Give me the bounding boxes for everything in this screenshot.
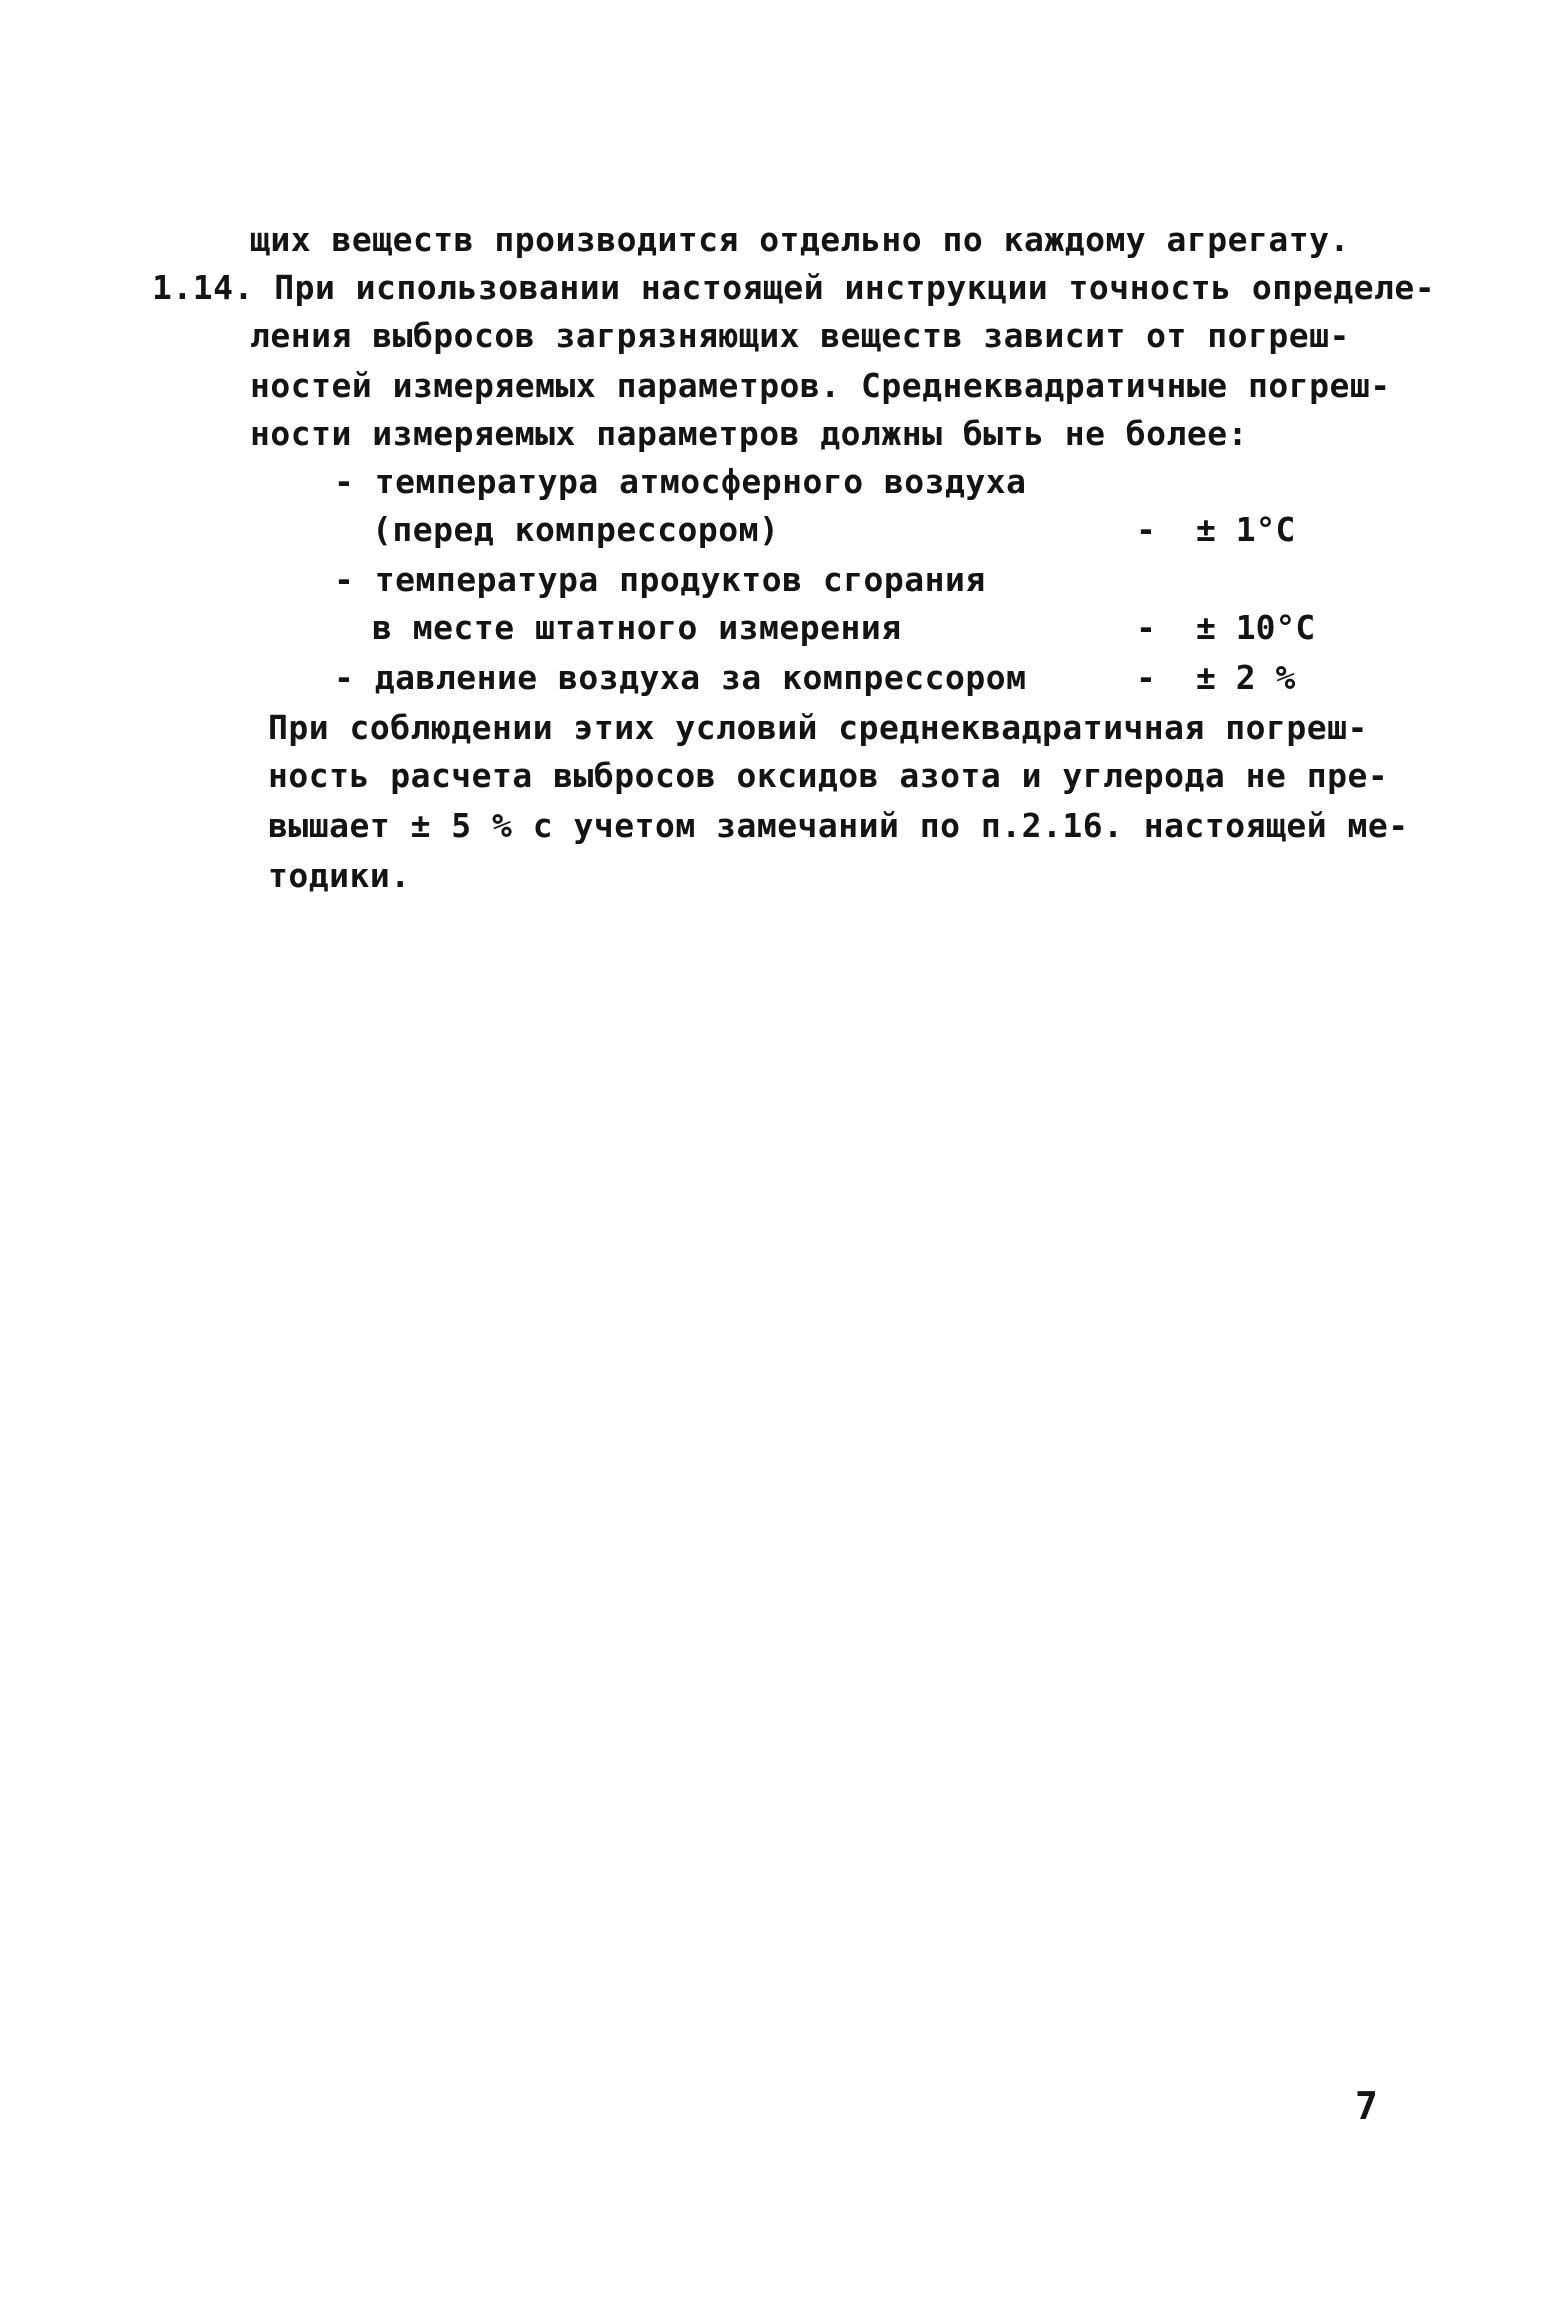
list-item-air-temp: - температура атмосферного воздуха — [334, 462, 1027, 501]
text-line-11: При соблюдении этих условий среднеквадратичная погреш- — [268, 708, 1368, 747]
dash-pressure: - — [1136, 658, 1156, 697]
text-line-14: тодики. — [268, 856, 411, 895]
text-line-12: ность расчета выбросов оксидов азота и углерода не пре- — [268, 756, 1389, 795]
tolerance-gas-temp: ± 10°C — [1196, 608, 1316, 647]
text-line-13: вышает ± 5 % с учетом замечаний по п.2.16. настоящей ме- — [268, 806, 1409, 845]
list-item-gas-temp-cont: в месте штатного измерения — [372, 608, 902, 647]
dash-gas-temp: - — [1136, 608, 1156, 647]
list-item-gas-temp: - температура продуктов сгорания — [334, 560, 986, 599]
page-number: 7 — [1355, 2084, 1378, 2128]
tolerance-pressure: ± 2 % — [1196, 658, 1296, 697]
tolerance-air-temp: ± 1°C — [1196, 510, 1296, 549]
dash-air-temp: - — [1136, 510, 1156, 549]
text-line-1: щих веществ производится отдельно по каждому агрегату. — [250, 220, 1350, 259]
list-item-air-temp-cont: (перед компрессором) — [372, 510, 780, 549]
list-item-pressure: - давление воздуха за компрессором — [334, 658, 1027, 697]
text-line-2: 1.14. При использовании настоящей инструкции точность определе- — [152, 268, 1436, 307]
text-line-5: ности измеряемых параметров должны быть не более: — [250, 414, 1249, 453]
text-line-3: ления выбросов загрязняющих веществ зависит от погреш- — [250, 316, 1350, 355]
text-line-4: ностей измеряемых параметров. Среднеквадратичные погреш- — [250, 366, 1391, 405]
